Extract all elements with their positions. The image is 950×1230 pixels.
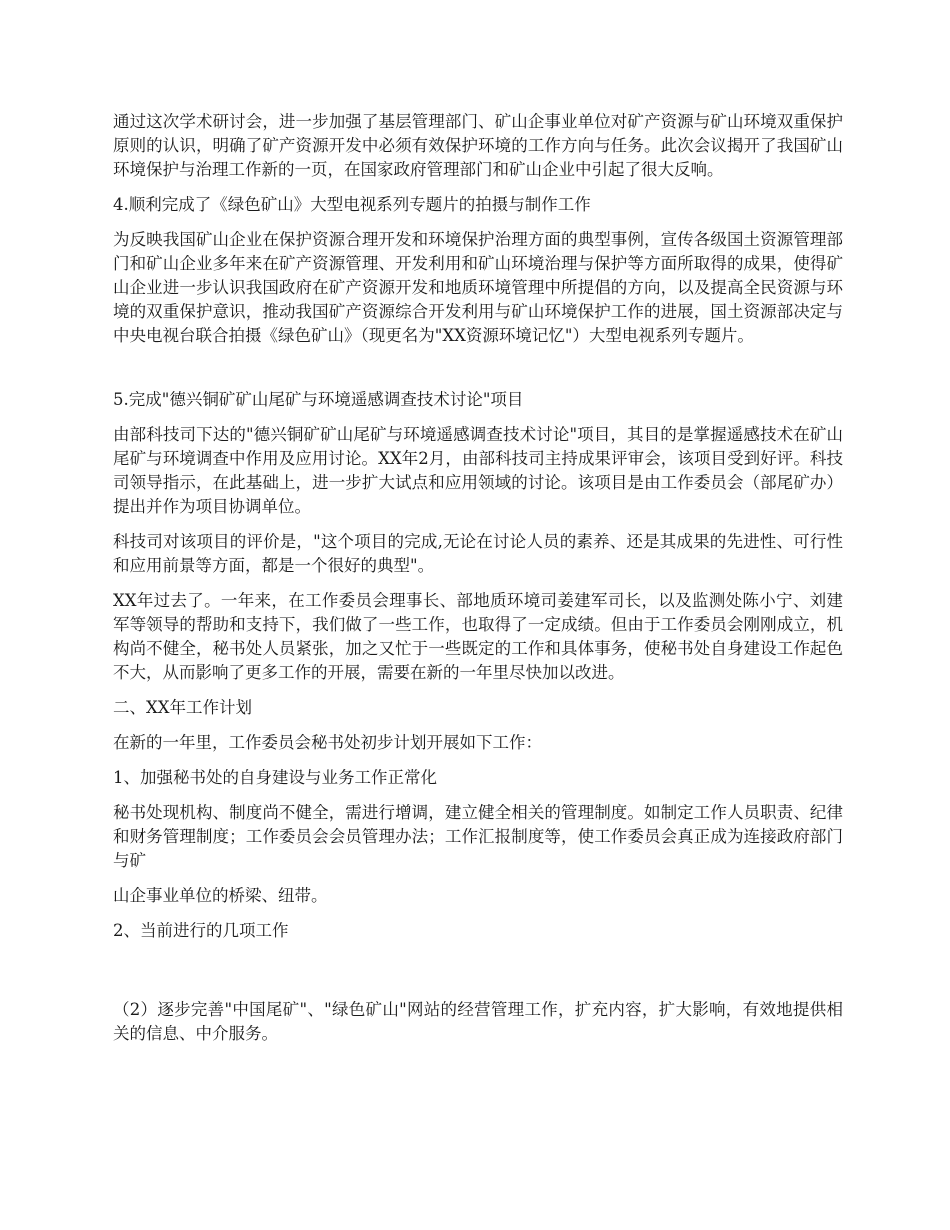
paragraph-conference-summary: 通过这次学术研讨会，进一步加强了基层管理部门、矿山企事业单位对矿产资源与矿山环境双重保护原则的认识，明确了矿产资源开发中必须有效保护环境的工作方向与任务。此次会议揭开了我国矿山环境保护与治理工作新的一页，在国家政府管理部门和矿山企业中引起了很大反响。 xyxy=(113,112,843,179)
paragraph-plan-item-1-continued: 山企事业单位的桥梁、纽带。 xyxy=(113,886,328,905)
paragraph-green-mine-film: 为反映我国矿山企业在保护资源合理开发和环境保护治理方面的典型事例，宣传各级国土资源管理部门和矿山企业多年来在矿产资源管理、开发利用和矿山环境治理与保护等方面所取得的成果，使得矿山企业进一步认识我国政府在矿产资源开发和地质环境管理中所提倡的方向，以及提高全民资源与环境的双重保护意识，推动我国矿产资源综合开发利用与矿山环境保护工作的进展，国土资源部决定与中央电视台联合拍摄《绿色矿山》（现更名为"XX资源环境记忆"）大型电视系列专题片。 xyxy=(113,230,843,345)
document-body xyxy=(113,110,843,1057)
heading-dexing-project: 5.完成"德兴铜矿矿山尾矿与环境遥感调查技术讨论"项目 xyxy=(113,390,524,409)
paragraph-plan-item-2-website: （2）逐步完善"中国尾矿"、"绿色矿山"网站的经营管理工作，扩充内容，扩大影响，有效地提供相关的信息、中介服务。 xyxy=(113,1000,843,1043)
heading-work-plan: 二、XX年工作计划 xyxy=(113,698,252,717)
paragraph-plan-intro: 在新的一年里，工作委员会秘书处初步计划开展如下工作： xyxy=(113,733,542,752)
heading-green-mine-film: 4.顺利完成了《绿色矿山》大型电视系列专题片的拍摄与制作工作 xyxy=(113,195,591,214)
paragraph-project-evaluation: 科技司对该项目的评价是，"这个项目的完成,无论在讨论人员的素养、还是其成果的先进性、可行性和应用前景等方面，都是一个很好的典型"。 xyxy=(113,532,843,575)
paragraph-dexing-project: 由部科技司下达的"德兴铜矿矿山尾矿与环境遥感调查技术讨论"项目，其目的是掌握遥感技术在矿山尾矿与环境调查中作用及应用讨论。XX年2月，由部科技司主持成果评审会，该项目受到好评。科技司领导指示，在此基础上，进一步扩大试点和应用领域的讨论。该项目是由工作委员会（部尾矿办）提出并作为项目协调单位。 xyxy=(113,425,843,516)
heading-plan-item-2: 2、当前进行的几项工作 xyxy=(113,921,289,940)
paragraph-year-review: XX年过去了。一年来，在工作委员会理事长、部地质环境司姜建军司长，以及监测处陈小宁、刘建军等领导的帮助和支持下，我们做了一些工作，也取得了一定成绩。但由于工作委员会刚刚成立，机构尚不健全，秘书处人员紧张，加之又忙于一些既定的工作和具体事务，使秘书处自身建设工作起色不大，从而影响了更多工作的开展，需要在新的一年里尽快加以改进。 xyxy=(113,591,843,682)
heading-plan-item-1: 1、加强秘书处的自身建设与业务工作正常化 xyxy=(113,768,437,787)
paragraph-plan-item-1: 秘书处现机构、制度尚不健全，需进行增调，建立健全相关的管理制度。如制定工作人员职责、纪律和财务管理制度；工作委员会会员管理办法；工作汇报制度等，使工作委员会真正成为连接政府部门与矿 xyxy=(113,803,843,870)
